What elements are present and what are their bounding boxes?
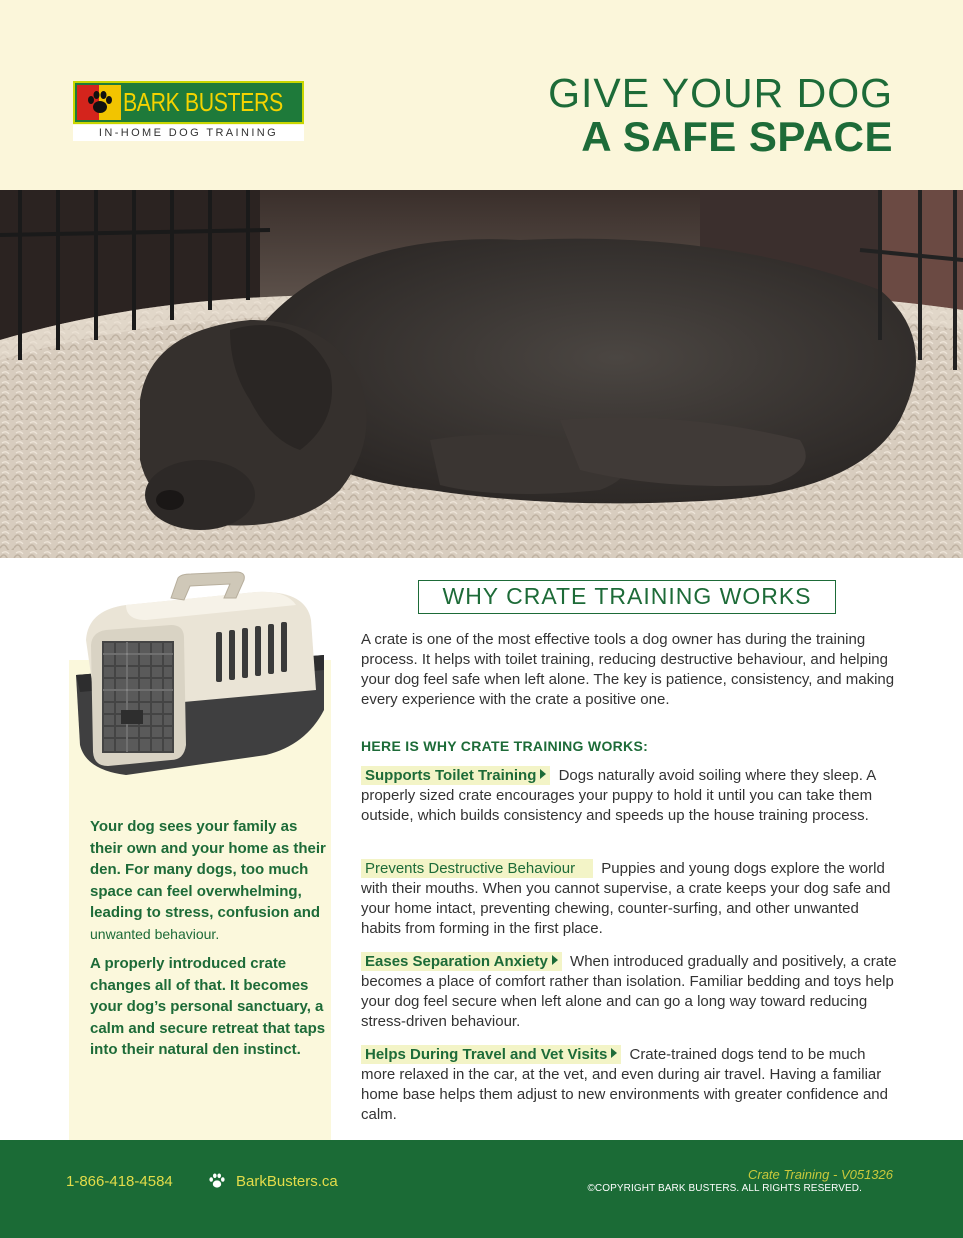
footer bbox=[0, 1140, 963, 1238]
benefit-destructive-behaviour bbox=[361, 859, 901, 939]
benefit-label bbox=[361, 859, 593, 878]
sidebar-paragraph-1-normal: unwanted behaviour. bbox=[90, 925, 220, 942]
triangle-right-icon bbox=[540, 769, 546, 779]
benefits-subheading: HERE IS WHY CRATE TRAINING WORKS: bbox=[361, 738, 649, 754]
benefit-toilet-training bbox=[361, 766, 901, 826]
copyright-notice: ©COPYRIGHT BARK BUSTERS. ALL RIGHTS RESERVED. bbox=[587, 1183, 862, 1194]
sleeping-dog-illustration bbox=[0, 190, 963, 558]
title-line-1: GIVE YOUR DOG bbox=[548, 70, 893, 116]
benefit-text: Crate-trained dogs tend to be much more relaxed in the car, at the vet, and even during air travel. Having a familiar home base helps them adjust to new environments with greater confidence and calm. bbox=[361, 1046, 888, 1123]
benefit-separation-anxiety bbox=[361, 952, 901, 1032]
sidebar-paragraph-1-bold: Your dog sees your family as their own and your home as their den. For many dogs, too much space can feel overwhelming, leading to stress, confusion and bbox=[90, 818, 326, 921]
phone-number-link[interactable]: 1-866-418-4584 bbox=[66, 1173, 173, 1190]
benefit-label-text: Eases Separation Anxiety bbox=[365, 953, 548, 970]
benefit-text: Puppies and young dogs explore the world with their mouths. When you cannot supervise, a crate keeps your dog safe and your home intact, preventing chewing, counter-surfing, and other unwanted habits from forming in the first place. bbox=[361, 860, 891, 937]
benefit-label-text: Helps During Travel and Vet Visits bbox=[365, 1046, 608, 1063]
hero-photo-dog-in-crate bbox=[0, 190, 963, 558]
paw-print-icon bbox=[85, 90, 115, 116]
section-title-box bbox=[418, 580, 836, 614]
benefit-text: Dogs naturally avoid soiling where they sleep. A properly sized crate encourages your puppy to hold it until you can take them outside, which builds consistency and speeds up the house training process. bbox=[361, 767, 876, 824]
document-version: Crate Training - V051326 bbox=[747, 1167, 893, 1182]
benefit-label bbox=[361, 952, 562, 971]
triangle-right-icon bbox=[611, 1048, 617, 1058]
benefit-travel-vet bbox=[361, 1045, 901, 1125]
logo-subtitle: IN-HOME DOG TRAINING bbox=[73, 125, 304, 141]
sidebar-text bbox=[90, 816, 326, 1069]
paw-icon bbox=[208, 1172, 226, 1190]
title-line-2: A SAFE SPACE bbox=[581, 113, 893, 161]
logo-name: BARK BUSTERS bbox=[123, 87, 283, 117]
benefit-label bbox=[361, 766, 550, 785]
benefit-label bbox=[361, 1045, 621, 1064]
benefit-label-text: Prevents Destructive Behaviour bbox=[365, 860, 576, 877]
sidebar-paragraph-2: A properly introduced crate changes all of that. It becomes your dog’s personal sanctuary, a calm and secure retreat that taps into their natural den instinct. bbox=[90, 955, 326, 1058]
intro-paragraph: A crate is one of the most effective tools a dog owner has during the training process. It helps with toilet training, reducing destructive behaviour, and helping your dog feel safe when left alone. The key is patience, consistency, and making every experience with the crate a positive one. bbox=[361, 631, 895, 708]
page-title bbox=[548, 72, 893, 159]
website-link[interactable]: BarkBusters.ca bbox=[236, 1173, 338, 1190]
header bbox=[0, 0, 963, 190]
triangle-right-icon bbox=[552, 955, 558, 965]
pet-carrier-crate-illustration bbox=[66, 570, 332, 785]
benefit-label-text: Supports Toilet Training bbox=[365, 767, 537, 784]
benefit-text: When introduced gradually and positively, a crate becomes a place of comfort rather than isolation. Familiar bedding and toys help your dog feel secure when left alone and can go a long way toward reducing stress-driven behaviour. bbox=[361, 953, 897, 1030]
sidebar-paragraph-1 bbox=[90, 816, 326, 945]
logo-banner bbox=[73, 81, 304, 124]
bark-busters-logo[interactable] bbox=[73, 81, 304, 141]
logo-paw-block bbox=[77, 85, 121, 120]
section-title: WHY CRATE TRAINING WORKS bbox=[442, 583, 812, 609]
